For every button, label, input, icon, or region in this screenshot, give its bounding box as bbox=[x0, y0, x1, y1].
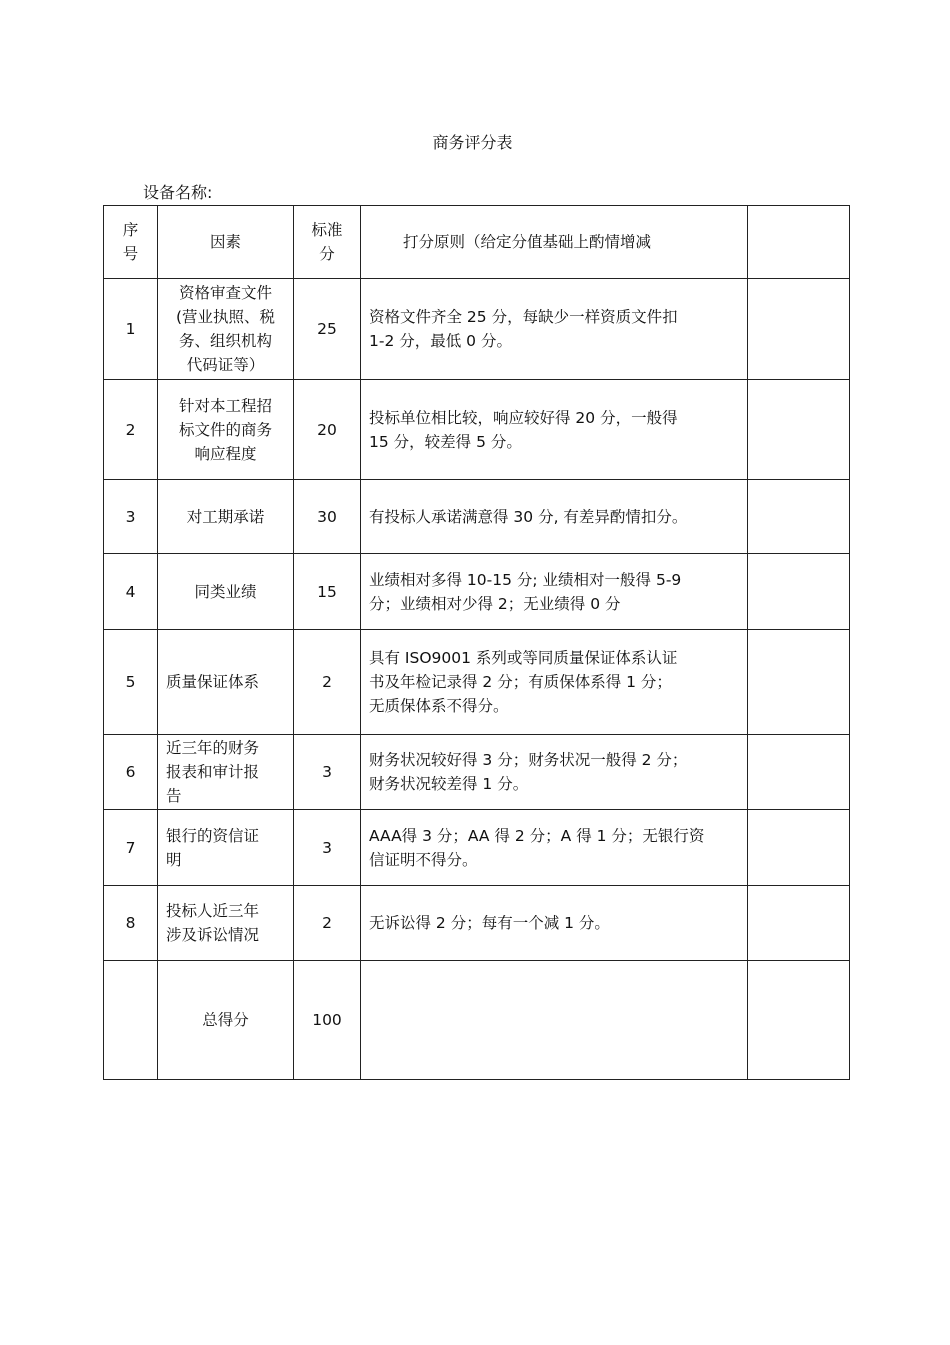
row-principle: 财务状况较好得 3 分；财务状况一般得 2 分； 财务状况较差得 1 分。 bbox=[361, 735, 748, 810]
row-seq: 1 bbox=[104, 279, 158, 380]
device-name-label: 设备名称: bbox=[143, 183, 213, 202]
table-row bbox=[104, 630, 850, 735]
header-standard: 标准 分 bbox=[294, 206, 361, 279]
row-factor: 资格审查文件 (营业执照、税 务、组织机构 代码证等） bbox=[158, 279, 294, 380]
row-factor: 投标人近三年 涉及诉讼情况 bbox=[158, 886, 294, 961]
header-extra bbox=[748, 206, 850, 279]
row-principle: 有投标人承诺满意得 30 分, 有差异酌情扣分。 bbox=[361, 480, 748, 554]
table-row bbox=[104, 380, 850, 480]
table-row bbox=[104, 279, 850, 380]
row-factor: 同类业绩 bbox=[158, 554, 294, 630]
row-seq: 2 bbox=[104, 380, 158, 480]
row-standard: 30 bbox=[294, 480, 361, 554]
total-extra bbox=[748, 961, 850, 1080]
row-factor: 近三年的财务 报表和审计报 告 bbox=[158, 735, 294, 810]
row-seq: 3 bbox=[104, 480, 158, 554]
table-header-row bbox=[104, 206, 850, 279]
table-row bbox=[104, 735, 850, 810]
table-row bbox=[104, 554, 850, 630]
row-principle: 业绩相对多得 10-15 分; 业绩相对一般得 5-9 分；业绩相对少得 2；无业绩得 0 分 bbox=[361, 554, 748, 630]
row-principle: 具有 ISO9001 系列或等同质量保证体系认证 书及年检记录得 2 分；有质保体系得 1 分； 无质保体系不得分。 bbox=[361, 630, 748, 735]
row-standard: 15 bbox=[294, 554, 361, 630]
total-seq bbox=[104, 961, 158, 1080]
row-factor: 质量保证体系 bbox=[158, 630, 294, 735]
row-standard: 25 bbox=[294, 279, 361, 380]
page-title: 商务评分表 bbox=[432, 133, 513, 152]
total-label: 总得分 bbox=[158, 961, 294, 1080]
total-standard: 100 bbox=[294, 961, 361, 1080]
row-seq: 5 bbox=[104, 630, 158, 735]
row-seq: 7 bbox=[104, 810, 158, 886]
row-extra bbox=[748, 279, 850, 380]
header-factor: 因素 bbox=[158, 206, 294, 279]
header-principle: 打分原则（给定分值基础上酌情增减 bbox=[361, 206, 748, 279]
header-seq: 序 号 bbox=[104, 206, 158, 279]
table-row bbox=[104, 480, 850, 554]
row-seq: 8 bbox=[104, 886, 158, 961]
row-standard: 20 bbox=[294, 380, 361, 480]
row-extra bbox=[748, 735, 850, 810]
row-factor: 银行的资信证 明 bbox=[158, 810, 294, 886]
scoring-table bbox=[103, 205, 850, 1080]
row-extra bbox=[748, 630, 850, 735]
table-row bbox=[104, 810, 850, 886]
row-standard: 2 bbox=[294, 630, 361, 735]
row-seq: 4 bbox=[104, 554, 158, 630]
table-row bbox=[104, 886, 850, 961]
row-extra bbox=[748, 810, 850, 886]
row-extra bbox=[748, 554, 850, 630]
row-principle: 投标单位相比较，响应较好得 20 分，一般得 15 分，较差得 5 分。 bbox=[361, 380, 748, 480]
total-principle bbox=[361, 961, 748, 1080]
row-principle: 资格文件齐全 25 分，每缺少一样资质文件扣 1-2 分，最低 0 分。 bbox=[361, 279, 748, 380]
row-standard: 3 bbox=[294, 735, 361, 810]
row-principle: 无诉讼得 2 分；每有一个减 1 分。 bbox=[361, 886, 748, 961]
row-extra bbox=[748, 380, 850, 480]
total-row bbox=[104, 961, 850, 1080]
row-factor: 针对本工程招 标文件的商务 响应程度 bbox=[158, 380, 294, 480]
row-standard: 2 bbox=[294, 886, 361, 961]
row-factor: 对工期承诺 bbox=[158, 480, 294, 554]
row-principle: AAA得 3 分；AA 得 2 分；A 得 1 分；无银行资 信证明不得分。 bbox=[361, 810, 748, 886]
row-extra bbox=[748, 886, 850, 961]
row-extra bbox=[748, 480, 850, 554]
row-seq: 6 bbox=[104, 735, 158, 810]
row-standard: 3 bbox=[294, 810, 361, 886]
